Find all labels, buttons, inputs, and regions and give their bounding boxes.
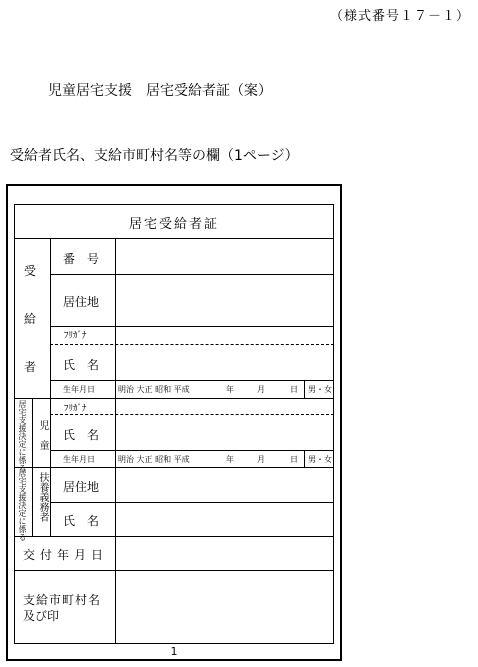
row-divider: [14, 536, 334, 537]
guardian-label: 扶養義務者: [37, 472, 48, 522]
day-label: 日: [290, 385, 298, 394]
guardian-address-label: 居住地: [63, 480, 100, 494]
guardian-side-label: 居宅支援決定に係る: [18, 469, 27, 541]
issue-date-label: 交付年月日: [23, 548, 109, 562]
child-side-label: 居宅支援決定に係る: [18, 400, 27, 472]
row-divider: [14, 238, 334, 239]
name-label: 氏 名: [63, 358, 100, 372]
column-divider: [304, 380, 305, 398]
column-divider: [32, 398, 33, 536]
certificate-table: [14, 204, 334, 644]
child-furigana-label: ﾌﾘｶﾞﾅ: [64, 404, 87, 414]
child-birthdate-label: 生年月日: [63, 455, 95, 464]
column-divider: [115, 238, 116, 467]
child-sex-options: 男・女: [308, 455, 332, 464]
furigana-divider: [50, 414, 334, 415]
furigana-label: ﾌﾘｶﾞﾅ: [64, 331, 87, 341]
recipient-label-char-3: 者: [24, 360, 37, 374]
row-divider: [14, 570, 334, 571]
certificate-heading: 居宅受給者証: [128, 217, 219, 232]
column-divider: [115, 467, 116, 536]
address-label: 居住地: [63, 295, 100, 309]
column-divider: [115, 536, 116, 644]
page-number: 1: [170, 645, 178, 658]
guardian-name-label: 氏 名: [63, 514, 100, 528]
municipality-label-line1: 支給市町村名: [23, 593, 102, 607]
column-divider: [50, 238, 51, 536]
municipality-label-line2: 及び印: [23, 609, 60, 623]
sex-options: 男・女: [308, 385, 332, 394]
document-subtitle: 受給者氏名、支給市町村名等の欄（1ページ）: [10, 148, 299, 164]
row-divider: [50, 502, 334, 503]
row-divider: [14, 467, 334, 468]
row-divider: [50, 380, 334, 381]
year-label: 年: [226, 385, 234, 394]
recipient-label-char-2: 給: [24, 312, 37, 326]
child-label: 児 童: [37, 420, 48, 450]
number-label: 番 号: [63, 252, 100, 266]
row-divider: [50, 274, 334, 275]
child-day-label: 日: [290, 455, 298, 464]
recipient-label-char-1: 受: [24, 264, 37, 278]
form-number: （様式番号１７－１）: [329, 9, 470, 24]
month-label: 月: [257, 385, 265, 394]
row-divider: [50, 326, 334, 327]
child-name-label: 氏 名: [63, 428, 100, 442]
furigana-divider: [50, 344, 334, 345]
column-divider: [304, 450, 305, 467]
document-title: 児童居宅支援 居宅受給者証（案）: [48, 83, 272, 99]
birthdate-label: 生年月日: [63, 385, 95, 394]
era-options: 明治 大正 昭和 平成: [118, 385, 190, 394]
row-divider: [50, 450, 334, 451]
child-month-label: 月: [257, 455, 265, 464]
child-era-options: 明治 大正 昭和 平成: [118, 455, 190, 464]
child-year-label: 年: [226, 455, 234, 464]
row-divider: [14, 398, 334, 399]
